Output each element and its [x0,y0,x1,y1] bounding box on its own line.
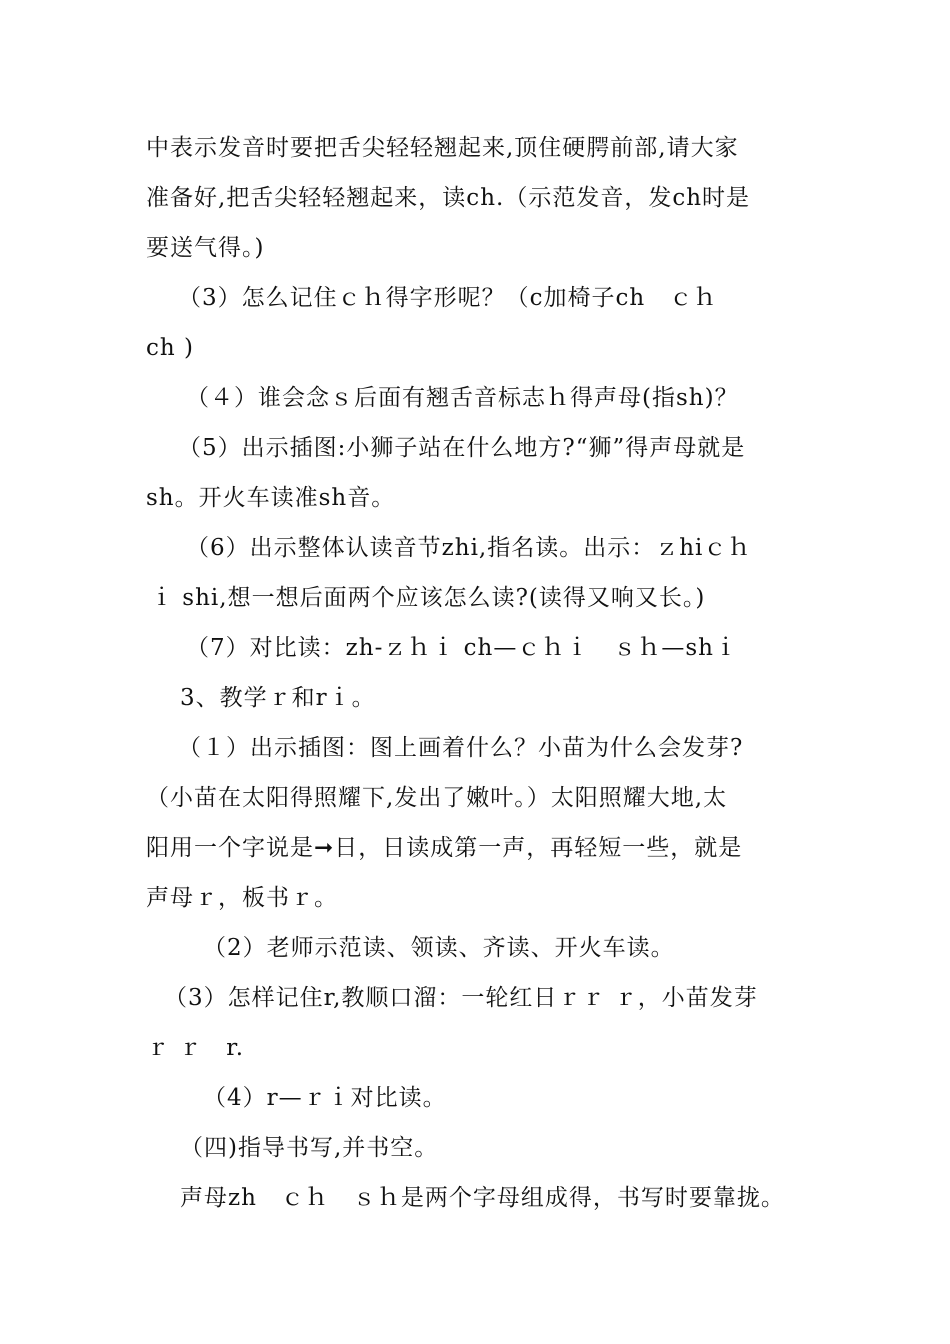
text-line-6: （４）谁会念ｓ后面有翘舌音标志ｈ得声母(指sh)？ [186,385,739,411]
text-line-11: （7）对比读：zh-ｚｈｉ ch—ｃｈｉ ｓｈ—shｉ [186,635,738,661]
text-line-1: 中表示发音时要把舌尖轻轻翘起来,顶住硬腭前部,请大家 [146,135,739,161]
text-line-21: （四)指导书写,并书空。 [180,1135,439,1161]
text-line-16: 声母ｒ，板书ｒ。 [146,885,338,911]
text-line-18: （3）怎样记住r,教顺口溜：一轮红日ｒｒ ｒ，小苗发芽 [164,985,758,1011]
text-line-3: 要送气得。) [146,235,265,261]
text-line-13: （１）出示插图：图上画着什么？小苗为什么会发芽? [178,735,744,761]
text-line-20: （4）r—ｒｉ对比读。 [203,1085,447,1111]
text-line-4: （3）怎么记住ｃｈ得字形呢？（c加椅子ch ｃｈ [178,285,718,311]
text-line-5: ch ) [146,335,194,361]
text-line-12: 3、教学ｒ和rｉ。 [180,685,376,711]
text-line-15: 阳用一个字说是➞日，日读成第一声，再轻短一些，就是 [146,835,743,861]
text-line-9: （6）出示整体认读音节zhi,指名读。出示：ｚhiｃｈ [186,535,752,561]
text-line-7: （5）出示插图:小狮子站在什么地方?“狮”得声母就是 [178,435,746,461]
text-line-14: （小苗在太阳得照耀下,发出了嫩叶。）太阳照耀大地,太 [146,785,728,811]
text-line-2: 准备好,把舌尖轻轻翘起来，读ch.（示范发音，发ch时是 [146,185,751,211]
text-line-19: ｒ ｒ r. [146,1035,245,1061]
text-line-10: ｉ shi,想一想后面两个应该怎么读?(读得又响又长。) [150,585,706,611]
text-line-8: sh。开火车读准sh音。 [146,485,396,511]
text-line-22: 声母zh ｃｈ ｓｈ是两个字母组成得，书写时要靠拢。 [180,1185,785,1211]
text-line-17: （2）老师示范读、领读、齐读、开火车读。 [203,935,675,961]
